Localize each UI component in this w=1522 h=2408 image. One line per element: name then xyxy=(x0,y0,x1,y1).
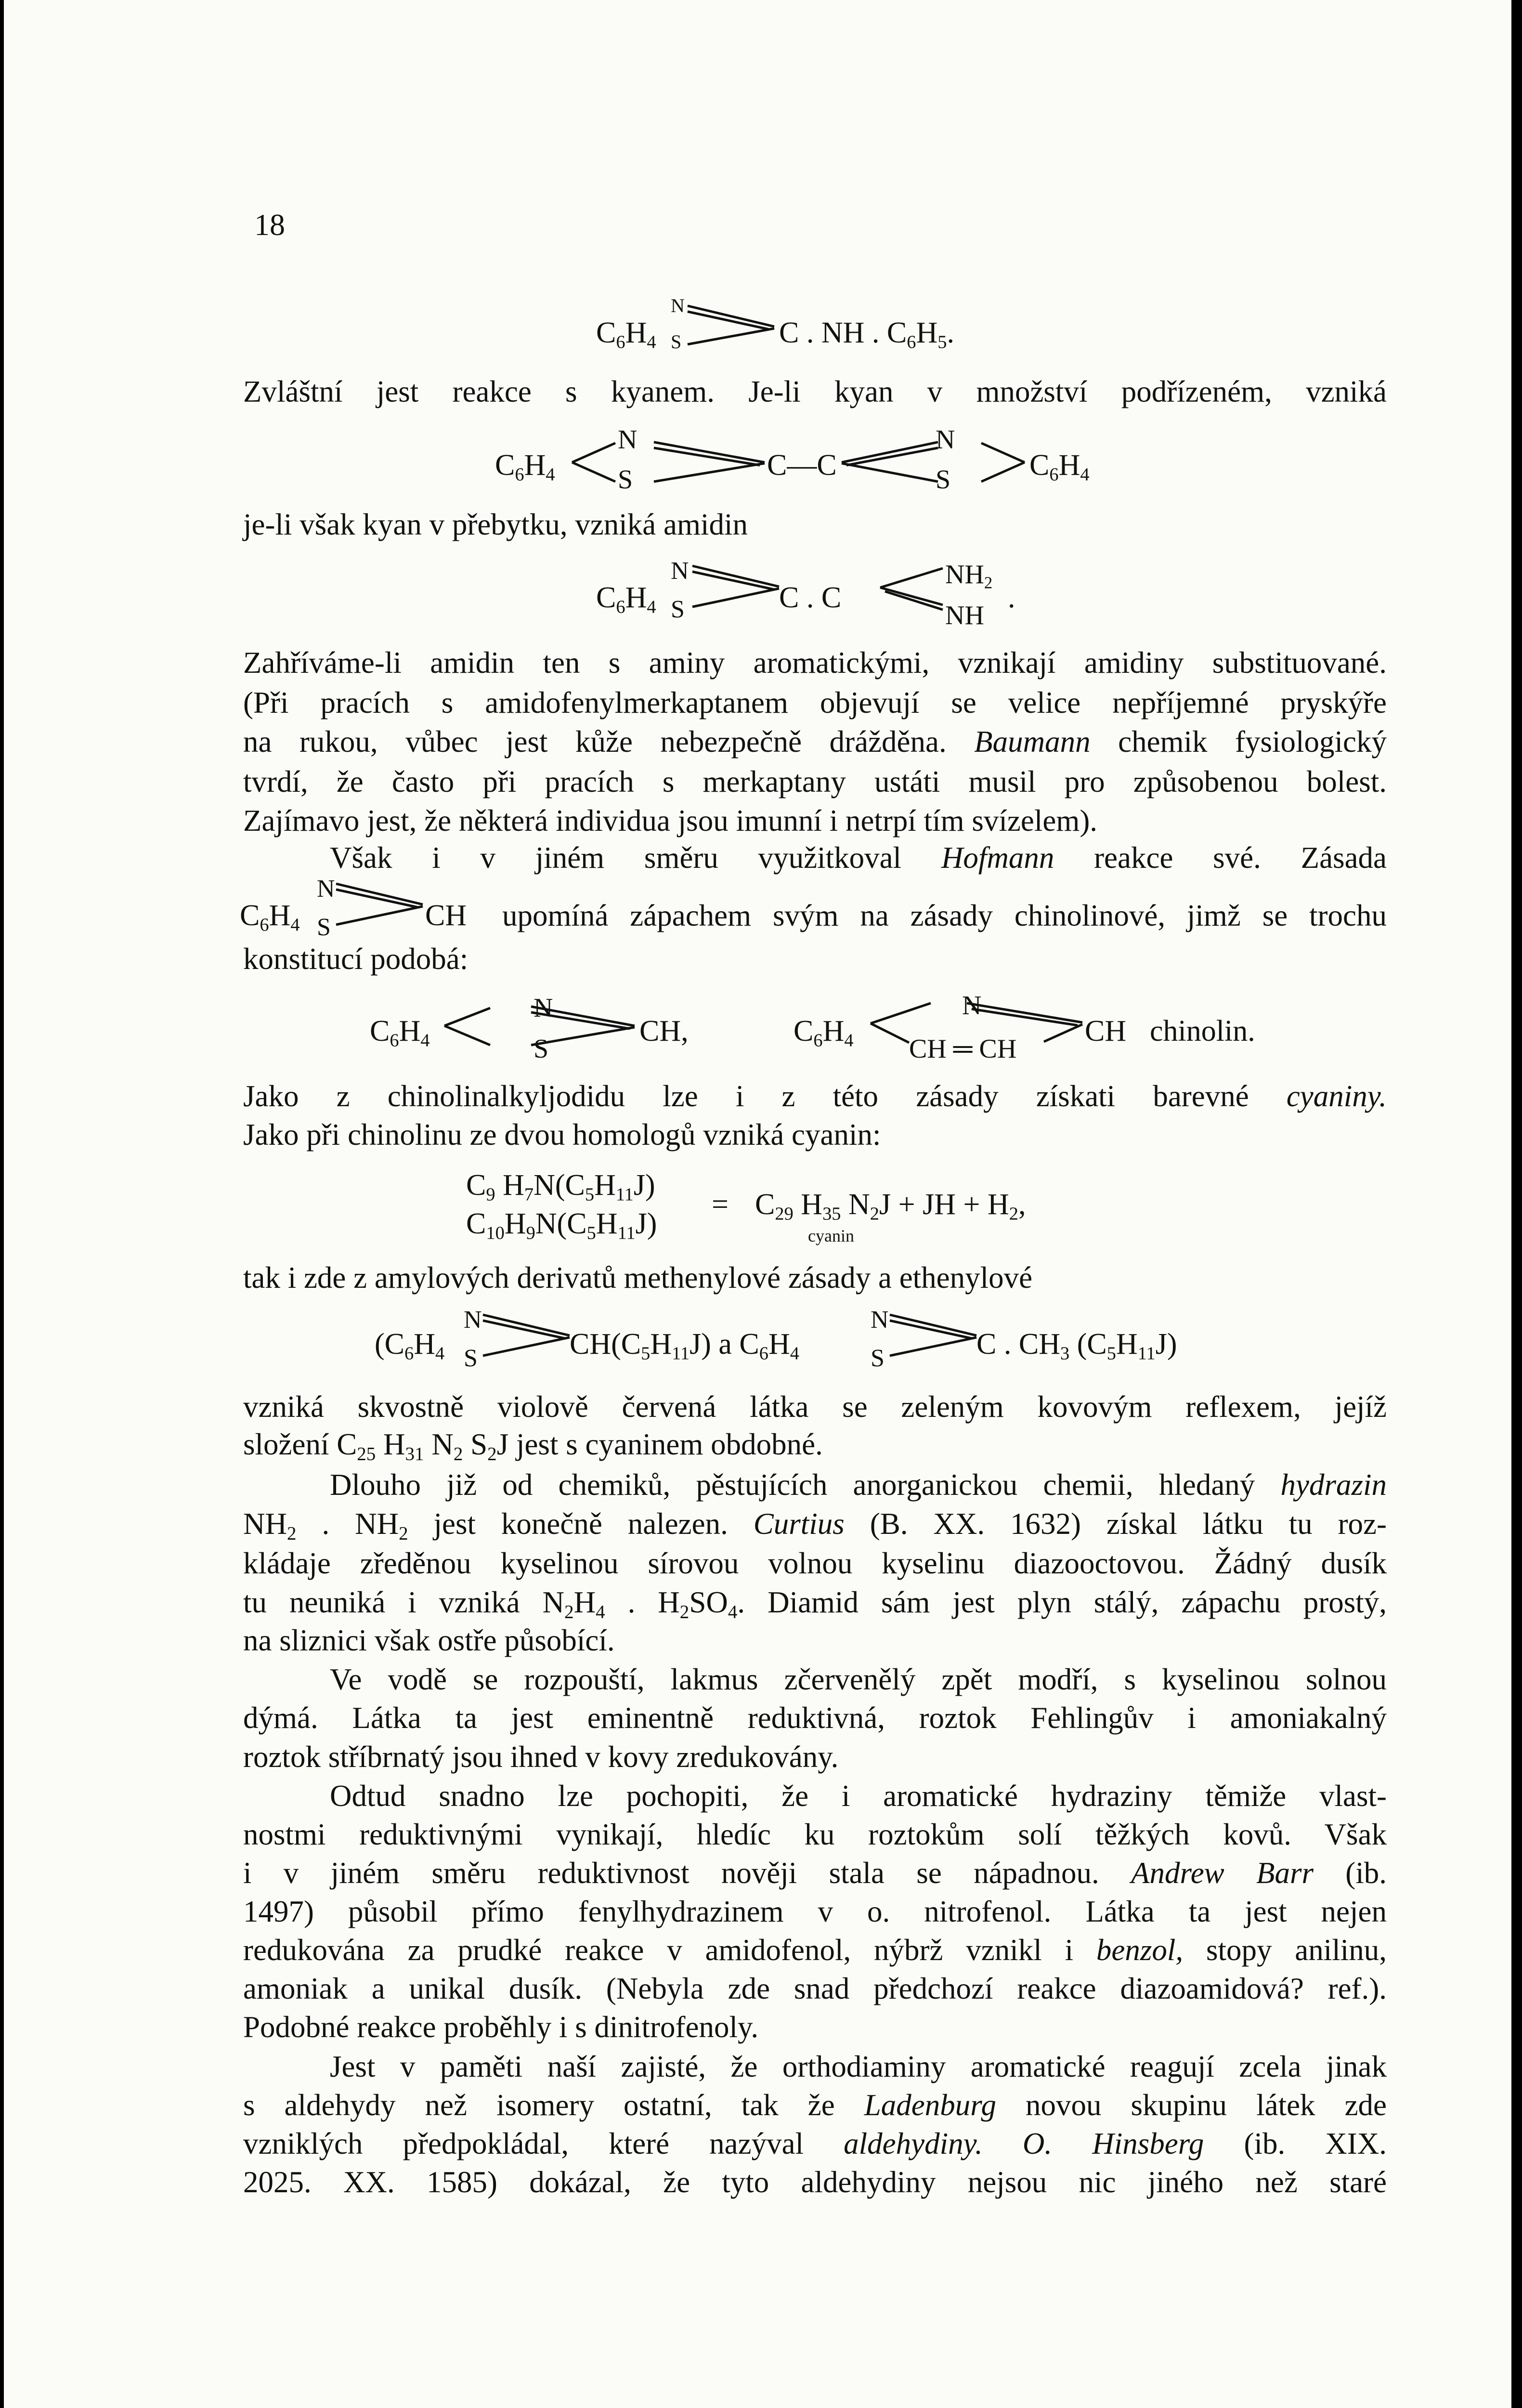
text-line: složení $C_{25}$ $H_{31}$ $N_2$ $S_2J$ jest s cyaninem obdobné. xyxy=(243,1427,823,1465)
text-line: roztok stříbrnatý jsou ihned v kovy zredukovány. xyxy=(243,1740,839,1774)
text-line: tu neuniká i vzniká $N_2H_4$ . $H_2SO_4$. Diamid sám jest plyn stálý, zápachu prostý, xyxy=(243,1585,1387,1623)
text-line: Jest v paměti naší zajisté, že orthodiaminy aromatické reagují zcela jinak xyxy=(330,2050,1387,2083)
formula1-s: S xyxy=(671,331,682,353)
formula-amidin: $C_6H_4$ xyxy=(596,581,656,617)
formula6-cyanin-label: cyanin xyxy=(808,1226,854,1245)
formula-benzothiazole-anilide: $C_6H_4$ xyxy=(596,316,656,353)
formula1-bonds xyxy=(688,303,784,347)
text-line: vzniká skvostně violově červená látka se zeleným kovovým reflexem, jejíž xyxy=(243,1390,1387,1424)
formula1-rest: C . NH . $C_6H_5$. xyxy=(779,316,954,353)
text-line: Jako z chinolinalkyljodidu lze i z této zásady získati barevné cyaniny. xyxy=(243,1079,1387,1113)
text-line: Však i v jiném směru využitkoval Hofmann reakce své. Zásada xyxy=(330,841,1387,875)
text-line: redukována za prudké reakce v amidofenol, nýbrž vznikl i benzol, stopy anilinu, xyxy=(243,1933,1387,1967)
formula7-s2: S xyxy=(871,1345,885,1372)
formula2-right: $C_6H_4$ xyxy=(1029,449,1090,485)
formula6-product: $C_{29}$ $H_{35}$ $N_2J$ + JH + $H_2$, xyxy=(755,1188,1026,1224)
formula2-mid: C—C xyxy=(767,449,837,482)
formula3-n: N xyxy=(671,557,689,585)
formula-benzothiazole: $C_6H_4$ xyxy=(240,899,300,935)
text-line: tvrdí, že často při pracích s merkaptany ustáti musil pro způsobenou bolest. xyxy=(243,765,1387,798)
text-line: na sliznici však ostře působící. xyxy=(243,1623,615,1657)
formula-dibenzothiazolyl: $C_6H_4$ xyxy=(495,449,555,485)
text-line: Odtud snadno lze pochopiti, že i aromatické hydraziny těmiže vlast- xyxy=(330,1779,1387,1813)
formula7-n2: N xyxy=(871,1306,889,1334)
formula5-n: N xyxy=(533,993,553,1023)
text-line: kládaje zředěnou kyselinou sírovou volnou kyselinu diazooctovou. Žádný dusík xyxy=(243,1546,1387,1580)
formula4-bonds xyxy=(336,881,432,929)
formula4-s: S xyxy=(317,914,331,941)
text-line: Zvláštní jest reakce s kyanem. Je-li kyan v množství podřízeném, vzniká xyxy=(243,375,1387,408)
formula7-s: S xyxy=(464,1345,478,1372)
formula3-nh2: $NH_2$ xyxy=(945,560,993,592)
formula6-line1: $C_9$ $H_7N(C_5H_{11}J)$ xyxy=(466,1169,655,1205)
text-line: amoniak a unikal dusík. (Nebyla zde snad předchozí reakce diazoamidová? ref.). xyxy=(243,1972,1387,2005)
text-line: konstitucí podobá: xyxy=(243,942,468,976)
text-line: je-li však kyan v přebytku, vzniká amidin xyxy=(243,508,748,541)
formula7-bonds-2 xyxy=(890,1312,986,1361)
text-line: $NH_2$ . $NH_2$ jest konečně nalezen. Curtius (B. XX. 1632) získal látku tu roz- xyxy=(243,1507,1387,1544)
formula7-tail: C . $CH_3$ $(C_5H_{11}J)$ xyxy=(976,1328,1177,1364)
formula5-label: chinolin. xyxy=(1150,1015,1255,1047)
formula5-s: S xyxy=(533,1034,549,1064)
text-line: upomíná zápachem svým na zásady chinolinové, jimž se trochu xyxy=(502,899,1387,932)
formula2-n: N xyxy=(618,425,637,455)
text-line: tak i zde z amylových derivatů methenylové zásady a ethenylové xyxy=(243,1261,1033,1295)
text-line: Ve vodě se rozpouští, lakmus zčervenělý zpět modří, s kyselinou solnou xyxy=(330,1662,1387,1696)
text-line: Zahříváme-li amidin ten s aminy aromatickými, vznikají amidiny substituované. xyxy=(243,646,1387,680)
formula7-mid: $CH(C_5H_{11}J)$ a $C_6H_4$ xyxy=(570,1328,800,1364)
formula3-dot: . xyxy=(1008,581,1015,614)
text-line: dýmá. Látka ta jest eminentně reduktivná, roztok Fehlingův i amoniakalný xyxy=(243,1701,1387,1735)
formula2-s: S xyxy=(618,465,633,495)
formula7-bonds-1 xyxy=(483,1312,579,1361)
formula3-mid: C . C xyxy=(779,581,842,614)
formula6-equals: = xyxy=(712,1188,728,1221)
page-number: 18 xyxy=(254,208,285,242)
text-line: Jako při chinolinu ze dvou homologů vzniká cyanin: xyxy=(243,1118,881,1152)
formula5-ch: CH, xyxy=(639,1015,689,1047)
formula6-line2: $C_{10}H_9N(C_5H_{11}J)$ xyxy=(466,1207,657,1243)
formula-benzothiazole-2: $C_6H_4$ xyxy=(370,1015,430,1051)
text-line: Podobné reakce proběhly i s dinitrofenoly. xyxy=(243,2010,759,2044)
text-line: nostmi reduktivnými vynikají, hledíc ku roztokům solí těžkých kovů. Však xyxy=(243,1818,1387,1851)
formula5-ch2: CH xyxy=(1085,1015,1127,1047)
text-line: na rukou, vůbec jest kůže nebezpečně drážděna. Baumann chemik fysiologický xyxy=(243,725,1387,759)
formula2-s2: S xyxy=(936,465,951,495)
formula-quinoline: $C_6H_4$ xyxy=(794,1015,854,1051)
text-line: s aldehydy než isomery ostatní, tak že Ladenburg novou skupinu látek zde xyxy=(243,2088,1387,2122)
text-line: (Při pracích s amidofenylmerkaptanem objevují se velice nepříjemné pryskýře xyxy=(243,686,1387,720)
formula7-n: N xyxy=(464,1306,482,1334)
text-line: Dlouho již od chemiků, pěstujících anorganickou chemii, hledaný hydrazin xyxy=(330,1468,1387,1502)
text-line: Zajímavo jest, že některá individua jsou imunní i netrpí tím svízelem). xyxy=(243,804,1098,838)
formula3-s: S xyxy=(671,596,685,623)
formula5-chch: CH ═ CH xyxy=(909,1034,1017,1064)
text-line: vzniklých předpokládal, které nazýval aldehydiny. O. Hinsberg (ib. XIX. xyxy=(243,2127,1387,2160)
text-line: 1497) působil přímo fenylhydrazinem v o. nitrofenol. Látka ta jest nejen xyxy=(243,1895,1387,1928)
formula2-n2: N xyxy=(936,425,955,455)
formula1-n: N xyxy=(671,295,685,316)
formula5-n2: N xyxy=(962,991,982,1021)
formula3-nh: NH xyxy=(945,601,984,630)
book-page xyxy=(4,0,1511,2408)
text-line: i v jiném směru reduktivnost nověji stala se nápadnou. Andrew Barr (ib. xyxy=(243,1856,1387,1890)
formula4-n: N xyxy=(317,875,335,903)
formula4-ch: CH xyxy=(425,899,467,932)
formula7-left: ($C_6H_4$ xyxy=(375,1328,445,1364)
scan-edge xyxy=(1511,0,1522,2408)
text-line: 2025. XX. 1585) dokázal, že tyto aldehydiny nejsou nic jiného než staré xyxy=(243,2165,1387,2199)
